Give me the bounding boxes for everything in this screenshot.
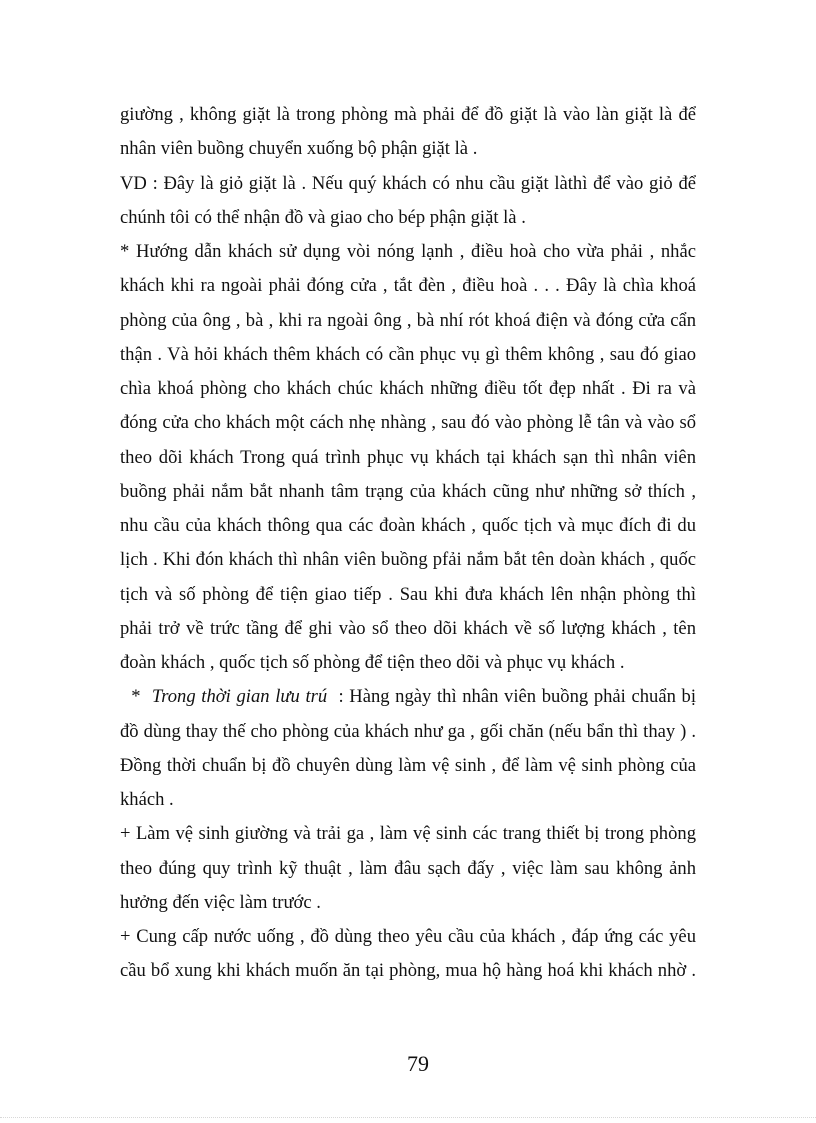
body-line: + Cung cấp nước uống , đồ dùng theo yêu cầu của khách , đáp ứng các yêu — [120, 926, 696, 947]
body-line: khách . — [120, 789, 174, 810]
body-line: lịch . Khi đón khách thì nhân viên buồng pfải nắm bắt tên doàn khách , quốc — [120, 549, 696, 570]
body-line: phòng của ông , bà , khi ra ngoài ông , bà nhí rót khoá điện và đóng cửa cẩn — [120, 310, 696, 331]
body-line: giường , không giặt là trong phòng mà phải để đồ giặt là vào làn giặt là để — [120, 104, 696, 125]
body-line: buồng phải nắm bắt nhanh tâm trạng của khách cũng như những sở thích , — [120, 481, 696, 502]
body-line: chúnh tôi có thể nhận đồ và giao cho bép phận giặt là . — [120, 207, 526, 228]
body-line: hưởng đến việc làm trước . — [120, 892, 321, 913]
body-line: + Làm vệ sinh giường và trải ga , làm vệ sinh các trang thiết bị trong phòng — [120, 823, 696, 844]
body-line: đồ dùng thay thế cho phòng của khách như ga , gối chăn (nếu bẩn thì thay ) . — [120, 721, 696, 742]
section-text: : Hàng ngày thì nhân viên buồng phải chuẩn bị — [327, 686, 697, 707]
body-line: khách khi ra ngoài phải đóng cửa , tắt đèn , điều hoà . . . Đây là chìa khoá — [120, 275, 696, 296]
body-line: theo đúng quy trình kỹ thuật , làm đâu sạch đấy , việc làm sau không ảnh — [120, 858, 696, 879]
body-line: theo dõi khách Trong quá trình phục vụ khách tại khách sạn thì nhân viên — [120, 447, 696, 468]
body-line: VD : Đây là giỏ giặt là . Nếu quý khách có nhu cầu giặt làthì để vào giỏ để — [120, 173, 696, 194]
body-line: đoàn khách , quốc tịch số phòng để tiện theo dõi và phục vụ khách . — [120, 652, 625, 673]
page-bottom-divider — [0, 1117, 816, 1118]
stay-paragraph-line — [120, 686, 696, 708]
body-line: nhu cầu của khách thông qua các đoàn khách , quốc tịch và mục đích đi du — [120, 515, 696, 536]
body-line: phải trở về trức tầng để ghi vào sổ theo dõi khách về số lượng khách , tên — [120, 618, 696, 639]
body-line: nhân viên buồng chuyển xuống bộ phận giặt là . — [120, 138, 478, 159]
body-line: chìa khoá phòng cho khách chúc khách những điều tốt đẹp nhất . Đi ra và — [120, 378, 696, 399]
body-line: * Hướng dẫn khách sử dụng vòi nóng lạnh , điều hoà cho vừa phải , nhắc — [120, 241, 696, 262]
body-line: tịch và số phòng để tiện giao tiếp . Sau khi đưa khách lên nhận phòng thì — [120, 584, 696, 605]
bullet-marker: * — [120, 686, 152, 707]
body-line: thận . Và hỏi khách thêm khách có cần phục vụ gì thêm không , sau đó giao — [120, 344, 696, 365]
body-line: cầu bổ xung khi khách muốn ăn tại phòng, mua hộ hàng hoá khi khách nhờ . — [120, 960, 696, 981]
page-number: 79 — [407, 1051, 429, 1076]
section-heading: Trong thời gian lưu trú — [151, 686, 328, 707]
body-line: Đồng thời chuẩn bị đồ chuyên dùng làm vệ sinh , để làm vệ sinh phòng của — [120, 755, 696, 776]
body-line: đóng cửa cho khách một cách nhẹ nhàng , sau đó vào phòng lễ tân và vào sổ — [120, 412, 696, 433]
